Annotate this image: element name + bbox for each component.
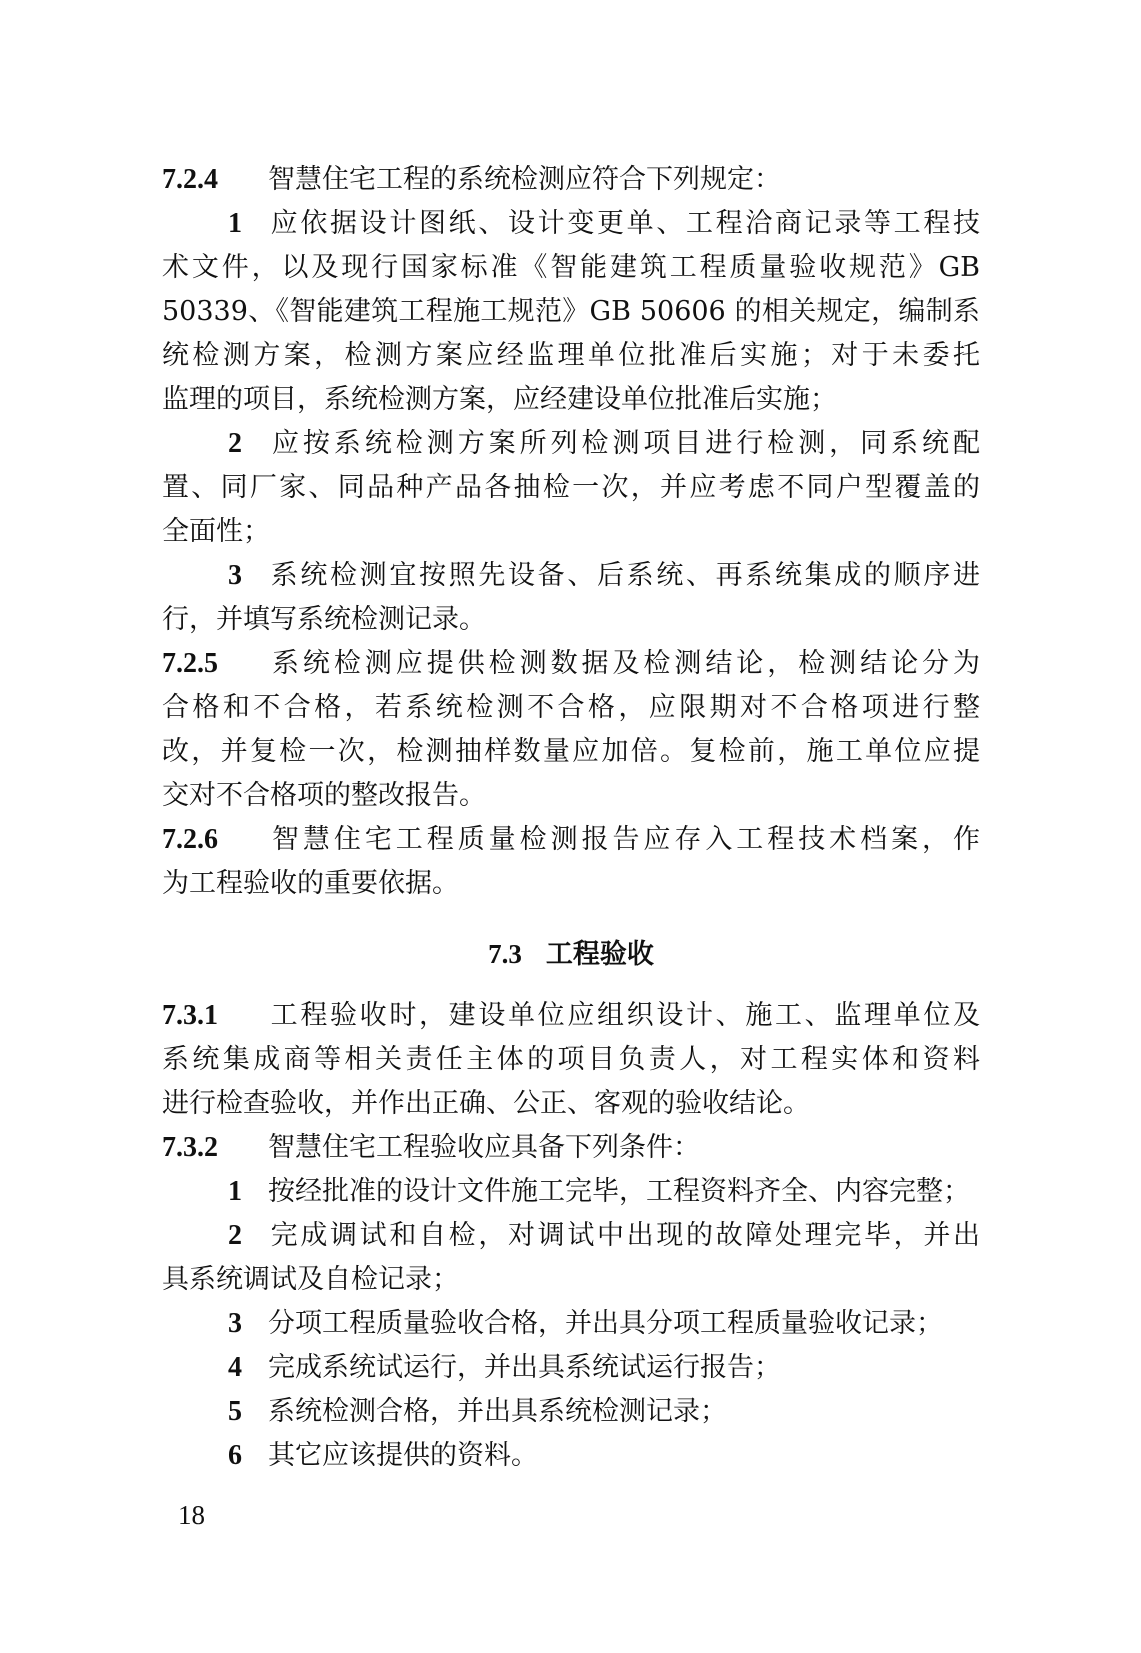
paragraph-line: 术文件，以及现行国家标准《智能建筑工程质量验收规范》GB <box>162 252 980 283</box>
paragraph-line: 行，并填写系统检测记录。 <box>162 604 486 635</box>
clause-text: 智慧住宅工程的系统检测应符合下列规定： <box>268 164 781 195</box>
paragraph-line: 50339、《智能建筑工程施工规范》GB 50606 的相关规定，编制系 <box>162 296 980 327</box>
clause-7-3-2-title <box>162 1126 980 1170</box>
page-content <box>162 158 980 1478</box>
item-text: 系统检测合格，并出具系统检测记录； <box>268 1396 727 1427</box>
item-text: 应按系统检测方案所列检测项目进行检测，同系统配 <box>268 428 980 459</box>
paragraph-line: 监理的项目，系统检测方案，应经建设单位批准后实施； <box>162 384 837 415</box>
item-text: 分项工程质量验收合格，并出具分项工程质量验收记录； <box>268 1308 943 1339</box>
clause-7-2-4-title <box>162 158 980 202</box>
section-heading <box>162 932 980 976</box>
paragraph-line: 交对不合格项的整改报告。 <box>162 780 486 811</box>
section-number: 7.3 <box>488 939 522 969</box>
item-text: 按经批准的设计文件施工完毕，工程资料齐全、内容完整； <box>268 1176 970 1207</box>
clause-text: 智慧住宅工程质量检测报告应存入工程技术档案，作 <box>268 824 980 855</box>
clause-number: 7.2.6 <box>162 824 218 855</box>
paragraph-line: 置、同厂家、同品种产品各抽检一次，并应考虑不同户型覆盖的 <box>162 472 980 503</box>
paragraph-line: 进行检查验收，并作出正确、公正、客观的验收结论。 <box>162 1088 810 1119</box>
paragraph-line: 为工程验收的重要依据。 <box>162 868 459 899</box>
item-1-line <box>162 1170 980 1214</box>
item-text: 应依据设计图纸、设计变更单、工程洽商记录等工程技 <box>268 208 980 239</box>
item-text: 完成系统试运行，并出具系统试运行报告； <box>268 1352 781 1383</box>
clause-7-2-6 <box>162 818 980 862</box>
clause-text: 工程验收时，建设单位应组织设计、施工、监理单位及 <box>268 1000 980 1031</box>
item-6-line <box>162 1434 980 1478</box>
clause-number: 7.3.2 <box>162 1132 218 1163</box>
item-number: 2 <box>228 1220 242 1251</box>
item-number: 1 <box>228 208 242 239</box>
section-title: 工程验收 <box>545 939 654 970</box>
paragraph-line: 全面性； <box>162 516 270 547</box>
clause-text: 智慧住宅工程验收应具备下列条件： <box>268 1132 700 1163</box>
item-number: 3 <box>228 560 242 591</box>
item-number: 1 <box>228 1176 242 1207</box>
item-text: 其它应该提供的资料。 <box>268 1440 538 1471</box>
item-text: 完成调试和自检，对调试中出现的故障处理完毕，并出 <box>268 1220 980 1251</box>
item-number: 4 <box>228 1352 242 1383</box>
clause-7-2-5 <box>162 642 980 686</box>
paragraph-line: 改，并复检一次，检测抽样数量应加倍。复检前，施工单位应提 <box>162 736 980 767</box>
item-1-line <box>162 202 980 246</box>
paragraph-line: 统检测方案，检测方案应经监理单位批准后实施；对于未委托 <box>162 340 980 371</box>
clause-7-3-1 <box>162 994 980 1038</box>
item-2-line <box>162 1214 980 1258</box>
item-number: 5 <box>228 1396 242 1427</box>
page-number: 18 <box>178 1500 205 1530</box>
item-3-line <box>162 554 980 598</box>
paragraph-line: 系统集成商等相关责任主体的项目负责人，对工程实体和资料 <box>162 1044 980 1075</box>
item-2-line <box>162 422 980 466</box>
clause-number: 7.2.4 <box>162 164 218 195</box>
item-number: 2 <box>228 428 242 459</box>
paragraph-line: 合格和不合格，若系统检测不合格，应限期对不合格项进行整 <box>162 692 980 723</box>
item-text: 系统检测宜按照先设备、后系统、再系统集成的顺序进 <box>268 560 980 591</box>
clause-text: 系统检测应提供检测数据及检测结论，检测结论分为 <box>268 648 980 679</box>
item-4-line <box>162 1346 980 1390</box>
item-3-line <box>162 1302 980 1346</box>
clause-number: 7.2.5 <box>162 648 218 679</box>
paragraph-line: 具系统调试及自检记录； <box>162 1264 459 1295</box>
item-number: 6 <box>228 1440 242 1471</box>
clause-number: 7.3.1 <box>162 1000 218 1031</box>
item-5-line <box>162 1390 980 1434</box>
item-number: 3 <box>228 1308 242 1339</box>
